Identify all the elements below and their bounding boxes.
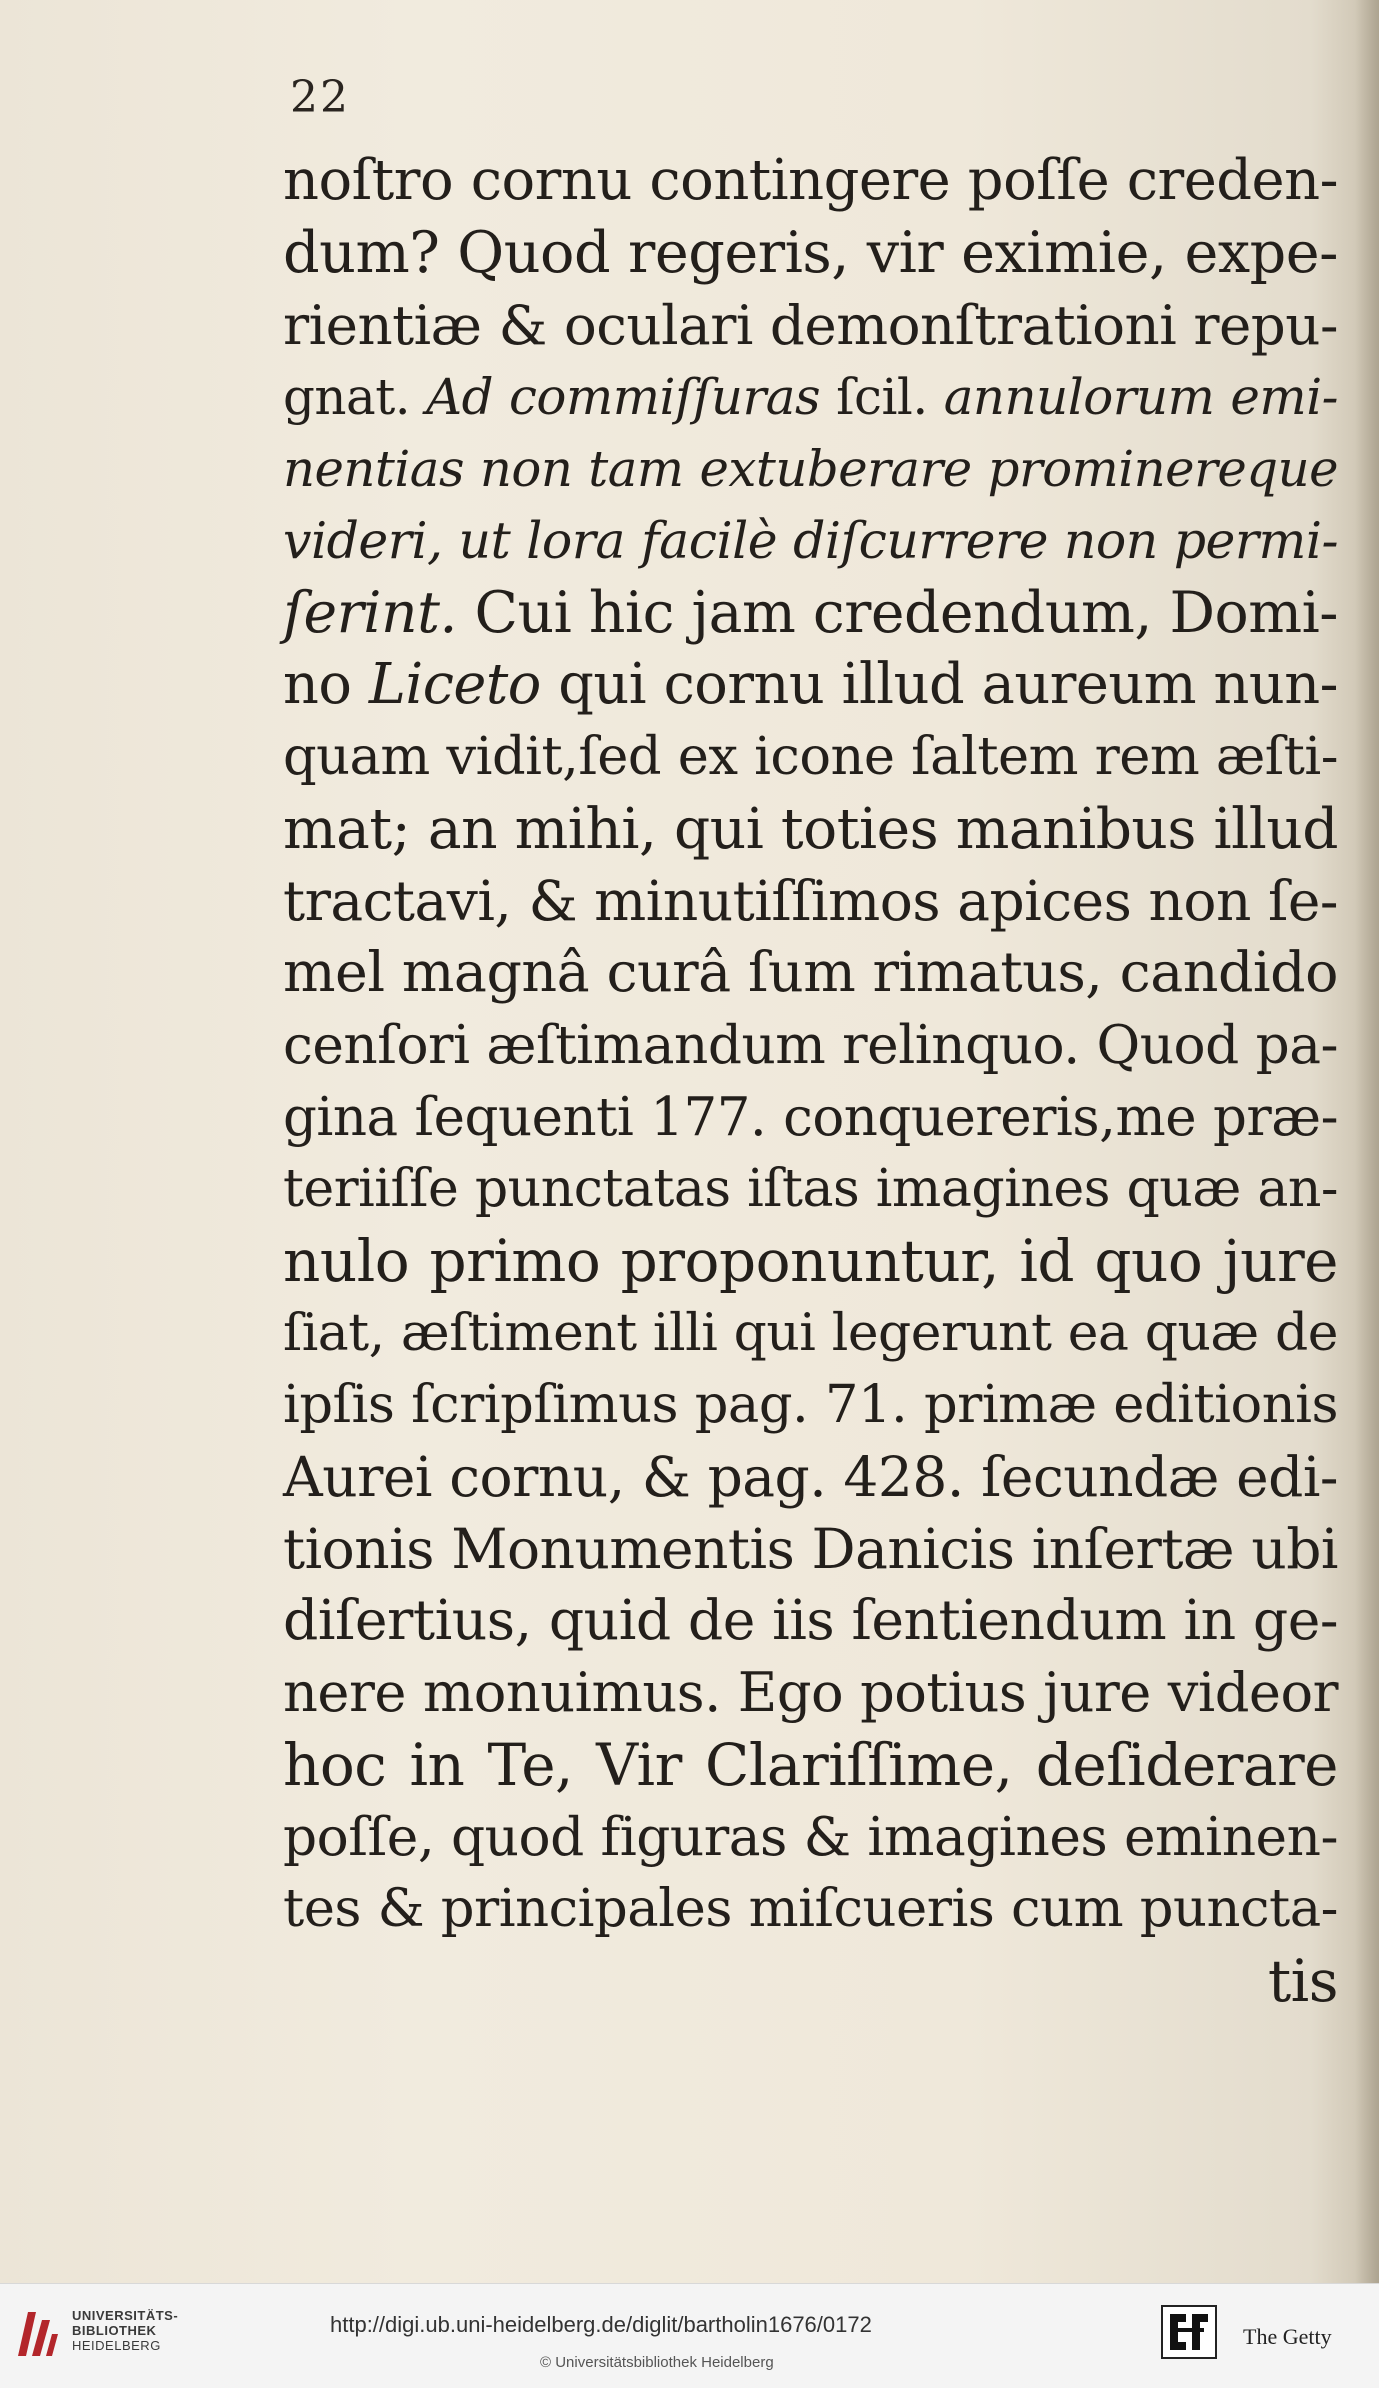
text-line [283, 1585, 1338, 1657]
text-line [283, 1441, 1338, 1513]
body-text [283, 145, 1338, 2017]
roman-text: gnat. [283, 368, 427, 426]
text-line [283, 1081, 1338, 1153]
roman-text: no [283, 652, 369, 717]
page-number: 22 [290, 72, 350, 123]
text-line [283, 1801, 1338, 1873]
footer-bar [0, 2283, 1379, 2388]
roman-text: ſiat, æſtiment illi qui legerunt ea quæ de [283, 1303, 1338, 1363]
italic-text: ſerint. [283, 580, 457, 646]
roman-text: noſtro cornu contingere poſſe creden- [283, 148, 1338, 213]
roman-text: mel magnâ curâ ſum rimatus, candido [283, 941, 1338, 1005]
roman-text: tis [1267, 1947, 1338, 2015]
roman-text: mat; an mihi, qui toties manibus illud [283, 796, 1338, 862]
roman-text: ſcil. [820, 368, 944, 426]
roman-text: quam vidit,ſed ex icone ſaltem rem æſti- [283, 726, 1338, 787]
getty-label: The Getty [1243, 2324, 1332, 2349]
text-line [283, 361, 1338, 433]
university-logo-icon [12, 2304, 62, 2362]
text-line [283, 1297, 1338, 1369]
text-line [283, 577, 1338, 649]
text-line [283, 865, 1338, 937]
text-line [283, 1513, 1338, 1585]
roman-text: tionis Monumentis Danicis inſertæ ubi [283, 1517, 1338, 1581]
text-line [283, 1225, 1338, 1297]
text-line [283, 289, 1338, 361]
text-line [283, 433, 1338, 505]
roman-text: tes & principales miſcueris cum puncta- [283, 1878, 1338, 1939]
text-line [283, 1369, 1338, 1441]
roman-text: qui cornu illud aureum nun- [540, 652, 1338, 717]
roman-text: ipſis ſcripſimus pag. 71. primæ editionis [283, 1374, 1338, 1435]
text-line [283, 217, 1338, 289]
text-line [283, 505, 1338, 577]
text-line [283, 793, 1338, 865]
italic-text: Liceto [368, 652, 541, 717]
roman-text: nere monuimus. Ego potius jure videor [283, 1661, 1338, 1724]
roman-text: rientiæ & oculari demonſtrationi repu- [283, 293, 1338, 357]
italic-text: Ad commiſſuras [426, 368, 821, 426]
text-line [283, 1657, 1338, 1729]
source-url-link[interactable]: http://digi.ub.uni-heidelberg.de/diglit/bartholin1676/0172 [330, 2312, 872, 2337]
roman-text: dum? Quod regeris, vir eximie, expe- [283, 220, 1338, 286]
roman-text: Cui hic jam credendum, Domi- [456, 580, 1338, 646]
italic-text: nentias non tam extuberare prominereque [283, 440, 1338, 498]
text-line [283, 721, 1338, 793]
roman-text: nulo primo proponuntur, id quo jure [283, 1227, 1338, 1295]
roman-text: gina ſequenti 177. conquereris,me præ- [283, 1086, 1338, 1148]
text-line [283, 145, 1338, 217]
roman-text: teriiſſe punctatas iſtas imagines quæ an- [283, 1159, 1338, 1219]
text-line [283, 1009, 1338, 1081]
copyright-notice: © Universitätsbibliothek Heidelberg [540, 2354, 774, 2371]
library-name: UNIVERSITÄTS- BIBLIOTHEK HEIDELBERG [72, 2308, 179, 2353]
roman-text: diſertius, quid de iis ſentiendum in ge- [283, 1589, 1338, 1653]
text-line [283, 1873, 1338, 1945]
text-line [283, 937, 1338, 1009]
roman-text: cenſori æſtimandum relinquo. Quod pa- [283, 1014, 1338, 1076]
roman-text: Aurei cornu, & pag. 428. ſecundæ edi- [283, 1445, 1338, 1509]
italic-text: annulorum emi- [943, 368, 1338, 426]
text-line [283, 1945, 1338, 2017]
text-line [283, 1153, 1338, 1225]
roman-text: tractavi, & minutiſſimos apices non ſe- [283, 869, 1338, 933]
roman-text: poſſe, quod figuras & imagines eminen- [283, 1805, 1338, 1868]
getty-logo-icon [1160, 2302, 1218, 2362]
text-line [283, 1729, 1338, 1801]
text-line [283, 649, 1338, 721]
italic-text: videri, ut lora facilè diſcurrere non permi- [283, 511, 1338, 570]
page-edge-shadow [1355, 0, 1379, 2283]
roman-text: hoc in Te, Vir Clariſſime, deſiderare [283, 1731, 1338, 1799]
